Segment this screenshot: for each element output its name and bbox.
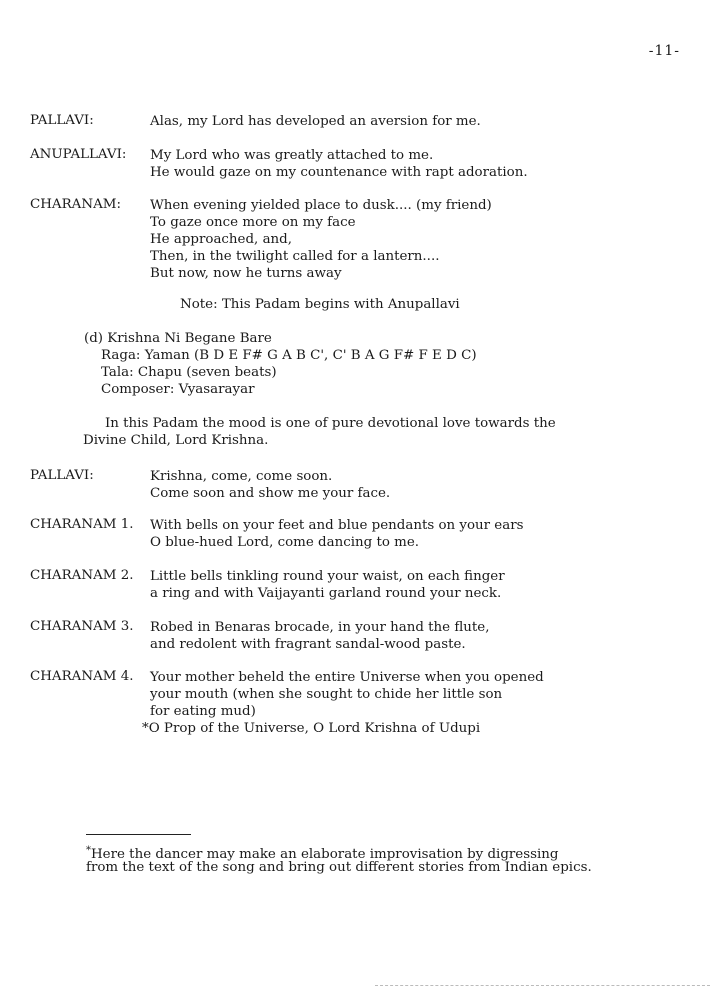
verse-line: Come soon and show me your face.: [150, 486, 391, 501]
section-label: ANUPALLAVI:: [30, 147, 127, 162]
section-text: [142, 669, 544, 737]
footnote-divider: [86, 834, 191, 835]
verse-line: O blue-hued Lord, come dancing to me.: [150, 535, 420, 550]
verse-line: and redolent with fragrant sandal-wood paste.: [150, 637, 466, 652]
verse-line: Alas, my Lord has developed an aversion for me.: [150, 114, 481, 129]
footnote-line: from the text of the song and bring out different stories from Indian epics.: [86, 860, 592, 875]
intro-line: Divine Child, Lord Krishna.: [83, 433, 269, 448]
section-label: CHARANAM 3.: [30, 619, 134, 634]
section-text: [150, 517, 524, 551]
verse-line: for eating mud): [150, 704, 256, 719]
verse-line: He approached, and,: [150, 232, 293, 247]
note-text: Note: This Padam begins with Anupallavi: [180, 297, 460, 312]
verse-line: Your mother beheld the entire Universe when you opened: [150, 670, 544, 685]
section-label: PALLAVI:: [30, 468, 94, 483]
intro-paragraph: [83, 415, 556, 449]
section-label: CHARANAM:: [30, 197, 121, 212]
refrain-line: *O Prop of the Universe, O Lord Krishna of Udupi: [142, 721, 481, 736]
verse-line: With bells on your feet and blue pendants on your ears: [150, 518, 524, 533]
song-raga: Raga: Yaman (B D E F# G A B C', C' B A G F# F E D C): [101, 348, 477, 363]
verse-line: your mouth (when she sought to chide her little son: [150, 687, 503, 702]
section-text: [150, 147, 528, 181]
verse-line: Little bells tinkling round your waist, on each finger: [150, 569, 505, 584]
section-label: CHARANAM 4.: [30, 669, 134, 684]
section-text: [150, 197, 492, 282]
section-label: CHARANAM 1.: [30, 517, 134, 532]
section-text: [150, 568, 505, 602]
verse-line: Then, in the twilight called for a lantern....: [150, 249, 440, 264]
verse-line: To gaze once more on my face: [150, 215, 356, 230]
footnote-text: Here the dancer may make an elaborate improvisation by digressing: [91, 847, 559, 862]
verse-line: My Lord who was greatly attached to me.: [150, 148, 434, 163]
footnote-line: [86, 842, 592, 862]
song-title: (d) Krishna Ni Begane Bare: [84, 331, 272, 346]
verse-line: Krishna, come, come soon.: [150, 469, 333, 484]
section-text: [150, 113, 481, 130]
section-label: PALLAVI:: [30, 113, 94, 128]
page-number: -11-: [648, 43, 680, 59]
section-text: [150, 468, 390, 502]
footnote: [86, 842, 592, 876]
verse-line: He would gaze on my countenance with rapt adoration.: [150, 165, 528, 180]
song-info: [84, 330, 477, 398]
song-tala: Tala: Chapu (seven beats): [101, 365, 277, 380]
section-text: [150, 619, 489, 653]
section-label: CHARANAM 2.: [30, 568, 134, 583]
verse-line: a ring and with Vaijayanti garland round your neck.: [150, 586, 502, 601]
verse-line: When evening yielded place to dusk.... (my friend): [150, 198, 492, 213]
verse-line: But now, now he turns away: [150, 266, 342, 281]
song-composer: Composer: Vyasarayar: [101, 382, 255, 397]
footnote-marker: *: [86, 845, 91, 856]
scan-edge-line: [375, 985, 710, 986]
intro-line: In this Padam the mood is one of pure devotional love towards the: [105, 416, 556, 431]
verse-line: Robed in Benaras brocade, in your hand the flute,: [150, 620, 490, 635]
